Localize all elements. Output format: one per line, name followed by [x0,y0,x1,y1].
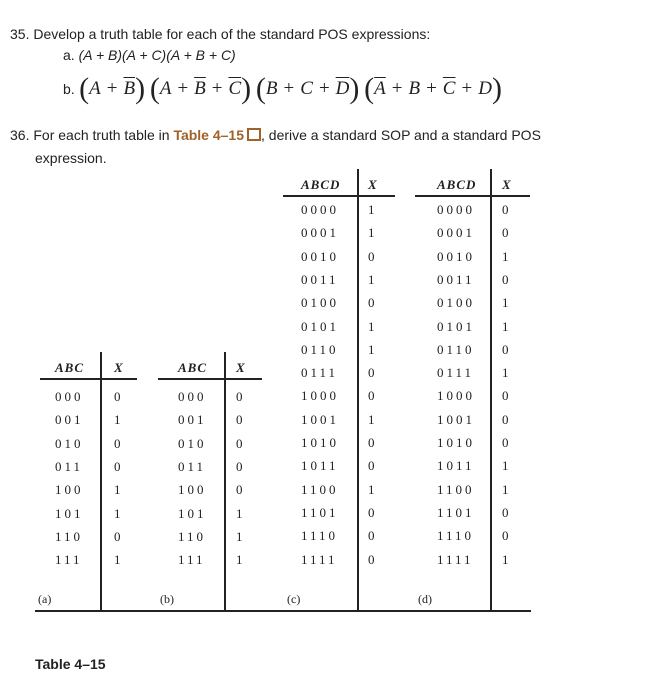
row-inputs: 010 [178,435,207,451]
row-output: 1 [502,365,512,381]
header-inputs: ABC [55,360,85,375]
row-inputs: 101 [178,505,207,521]
row-inputs: 1000 [437,388,475,404]
row-inputs: 0001 [437,225,475,241]
problem-number: 35. [10,26,30,42]
row-output: 0 [502,528,512,544]
row-output: 0 [502,202,512,217]
external-link-icon[interactable] [247,128,261,141]
row-output: 0 [502,411,512,427]
row-output: 0 [236,482,246,498]
header-output: X [114,360,124,375]
row-output: 1 [114,482,124,498]
item-label: b. [63,81,75,97]
problem-35a [63,47,236,63]
row-inputs: 000 [178,389,207,404]
row-output: 1 [368,411,378,427]
row-output: 1 [368,225,378,241]
table-label: (b) [160,592,174,606]
row-inputs: 1110 [437,528,475,544]
header-rule [415,195,530,197]
problem-number: 36. [10,127,30,143]
row-inputs: 100 [178,482,207,498]
row-inputs: 101 [55,505,84,521]
row-inputs: 0011 [437,271,475,287]
row-inputs: 0110 [301,341,339,357]
row-inputs: 1011 [437,458,475,474]
row-output: 1 [502,551,512,567]
row-inputs: 1100 [437,481,475,497]
row-output: 0 [502,435,512,450]
row-inputs: 0011 [301,271,339,287]
row-inputs: 1000 [301,388,339,404]
row-output: 1 [368,202,378,217]
row-inputs: 011 [55,458,84,474]
row-inputs: 1001 [301,411,339,427]
row-output: 0 [368,388,378,404]
item-label: a. [63,47,75,63]
header-inputs: ABCD [437,177,477,192]
row-output: 0 [502,388,512,404]
row-output: 0 [236,412,246,428]
row-output: 0 [236,435,246,451]
row-inputs: 0110 [437,341,475,357]
row-inputs: 1101 [437,504,475,520]
table-label: (a) [38,592,52,606]
row-output: 0 [368,504,378,520]
row-inputs: 001 [55,412,84,428]
row-inputs: 110 [178,528,207,544]
problem-text: For each truth table in [33,127,170,143]
row-output: 1 [114,505,124,521]
row-inputs: 1101 [301,504,339,520]
row-output: 0 [114,528,124,544]
row-inputs: 111 [55,552,83,568]
row-output: 0 [368,365,378,381]
row-output: 0 [236,458,246,474]
expression-a: (A + B)(A + C)(A + B + C) [78,47,236,63]
problem-35b [63,68,502,105]
row-output: 0 [368,248,378,264]
row-output: 1 [502,248,512,264]
problem-text-line2: expression. [35,150,107,166]
row-inputs: 110 [55,528,84,544]
row-inputs: 1100 [301,481,339,497]
row-inputs: 0111 [301,365,339,381]
row-output: 1 [368,318,378,334]
column-divider [100,352,102,610]
row-output: 0 [114,458,124,474]
row-output: 0 [114,389,124,404]
row-inputs: 0000 [301,202,339,217]
row-output: 0 [502,504,512,520]
row-output: 1 [114,552,124,568]
expression-b: $(A + \overline{B})$ $(A + \overline{B} + \overline{C})$ $(B + C + \overline{D})$ $(\overline{A} + B + \overline{C} + D)$ [79,72,502,105]
header-inputs: ABCD [301,177,341,192]
problem-35 [10,26,430,42]
row-output: 0 [368,295,378,311]
row-output: 0 [502,271,512,287]
table-label: (d) [418,592,432,606]
row-inputs: 0010 [437,248,475,264]
column-divider [224,352,226,610]
row-inputs: 1111 [437,551,474,567]
row-output: 0 [368,435,378,450]
row-inputs: 1011 [301,458,339,474]
row-output: 1 [368,481,378,497]
row-inputs: 1010 [301,435,339,450]
row-output: 1 [502,295,512,311]
row-output: 1 [368,341,378,357]
row-inputs: 100 [55,482,84,498]
header-inputs: ABC [178,360,208,375]
table-bottom-rule [35,610,531,612]
row-output: 1 [368,271,378,287]
row-output: 1 [502,481,512,497]
row-inputs: 010 [55,435,84,451]
row-inputs: 1111 [301,551,338,567]
row-output: 1 [236,505,246,521]
table-caption: Table 4–15 [35,656,106,672]
row-output: 1 [502,318,512,334]
row-output: 0 [114,435,124,451]
row-inputs: 0001 [301,225,339,241]
table-label: (c) [287,592,301,606]
row-inputs: 111 [178,552,206,568]
row-inputs: 1110 [301,528,339,544]
header-rule [283,195,395,197]
row-inputs: 0101 [301,318,339,334]
row-output: 0 [368,551,378,567]
header-output: X [502,177,512,192]
row-inputs: 0111 [437,365,475,381]
row-output: 0 [502,341,512,357]
header-output: X [368,177,378,192]
row-inputs: 011 [178,458,207,474]
column-divider [490,169,492,610]
row-inputs: 1010 [437,435,475,450]
row-output: 0 [236,389,246,404]
column-divider [357,169,359,610]
problem-text: , derive a standard SOP and a standard POS [261,127,541,143]
table-link[interactable]: Table 4–15 [173,127,244,143]
header-rule [158,378,262,380]
row-inputs: 001 [178,412,207,428]
row-output: 0 [502,225,512,241]
problem-36 [10,127,541,143]
header-output: X [236,360,246,375]
header-rule [40,378,137,380]
row-inputs: 0101 [437,318,475,334]
row-inputs: 000 [55,389,84,404]
row-output: 1 [114,412,124,428]
problem-text: Develop a truth table for each of the standard POS expressions: [33,26,431,42]
row-inputs: 0010 [301,248,339,264]
row-inputs: 0100 [301,295,339,311]
row-output: 0 [368,458,378,474]
row-inputs: 0100 [437,295,475,311]
row-inputs: 0000 [437,202,475,217]
row-output: 1 [502,458,512,474]
row-output: 1 [236,528,246,544]
row-inputs: 1001 [437,411,475,427]
row-output: 1 [236,552,246,568]
row-output: 0 [368,528,378,544]
